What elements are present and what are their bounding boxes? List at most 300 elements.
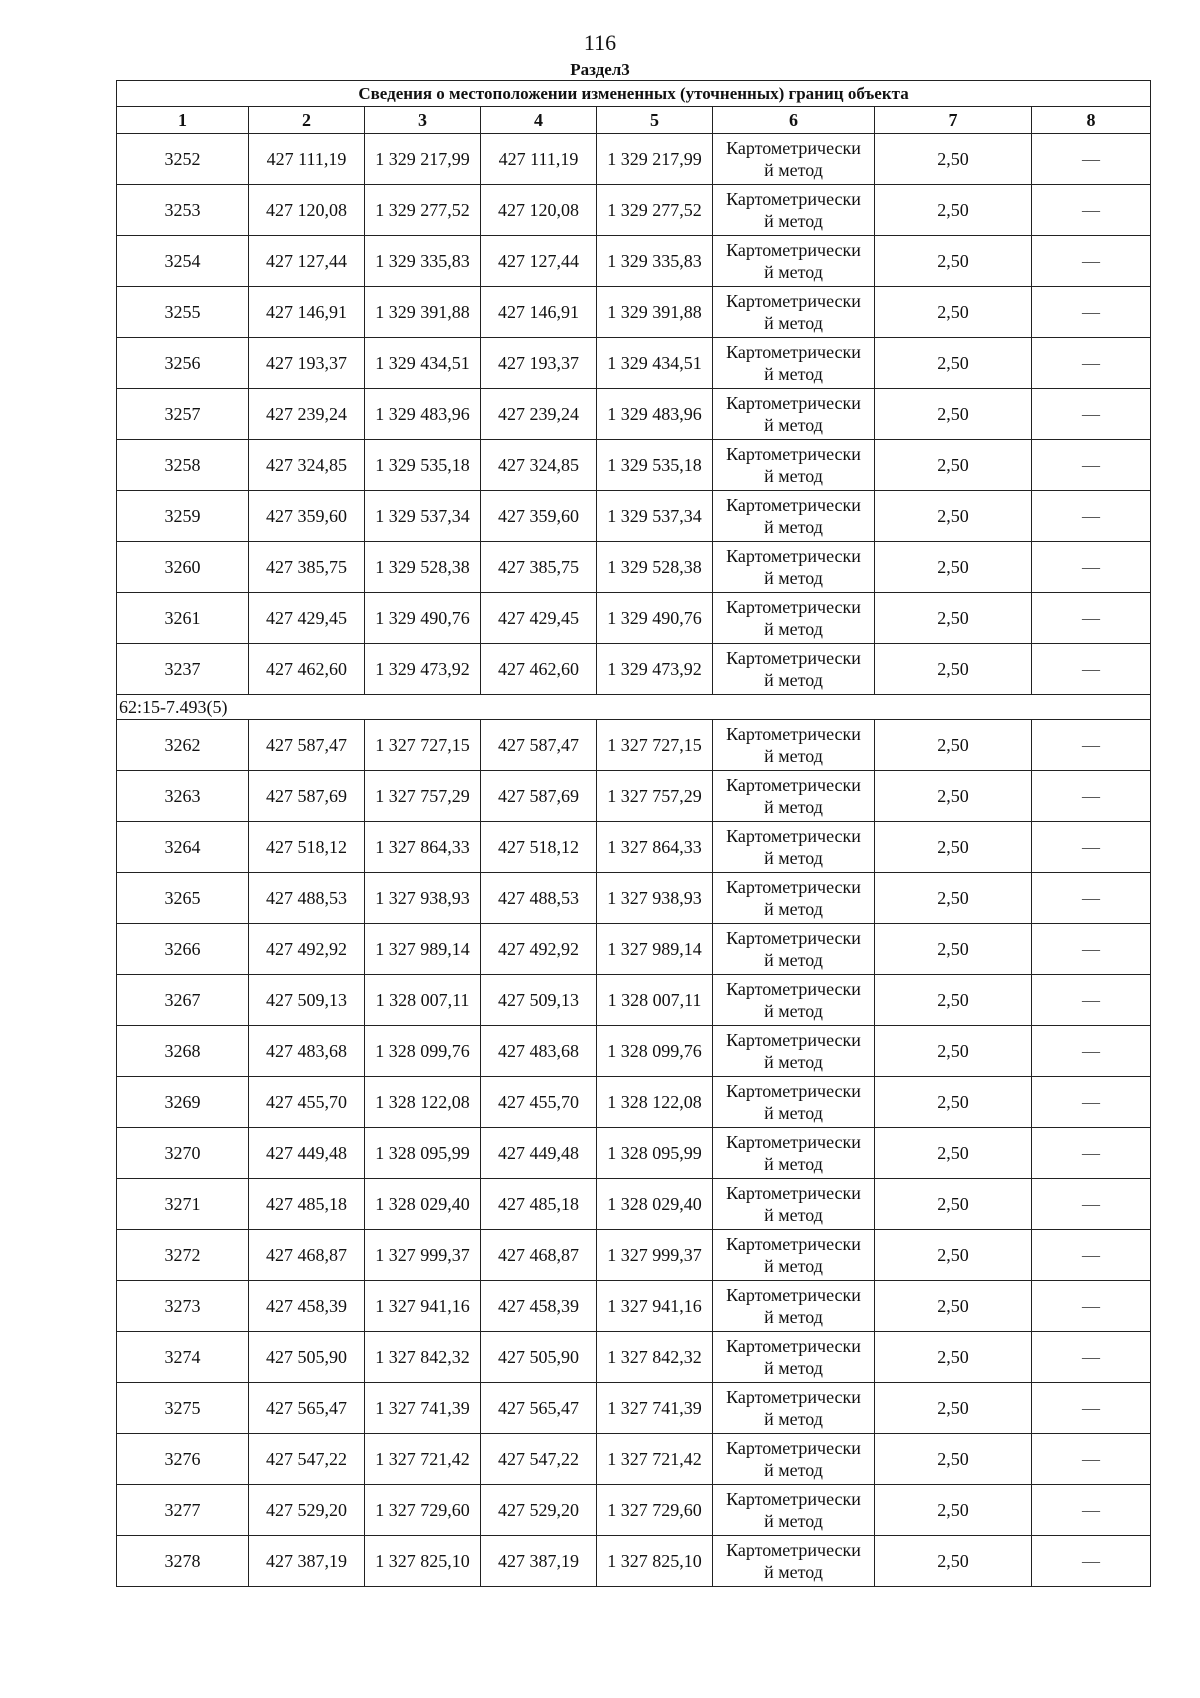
y-new-cell: 1 328 007,11	[597, 975, 713, 1026]
x-old-cell: 427 485,18	[249, 1179, 365, 1230]
description-cell: —	[1032, 644, 1151, 695]
method-cell	[713, 720, 875, 771]
x-old-cell: 427 518,12	[249, 822, 365, 873]
y-old-cell: 1 327 727,15	[365, 720, 481, 771]
column-header: 1	[117, 107, 249, 134]
description-cell: —	[1032, 1281, 1151, 1332]
x-old-cell: 427 509,13	[249, 975, 365, 1026]
method-line-1: Картометрически	[726, 1336, 861, 1356]
y-old-cell: 1 327 864,33	[365, 822, 481, 873]
method-cell	[713, 1077, 875, 1128]
x-old-cell: 427 127,44	[249, 236, 365, 287]
table-row	[117, 1026, 1151, 1077]
y-new-cell: 1 327 842,32	[597, 1332, 713, 1383]
y-new-cell: 1 327 941,16	[597, 1281, 713, 1332]
method-line-2: й метод	[764, 1205, 823, 1225]
description-cell: —	[1032, 542, 1151, 593]
section-label: Раздел3	[570, 60, 630, 79]
y-new-cell: 1 328 029,40	[597, 1179, 713, 1230]
point-number-cell: 3278	[117, 1536, 249, 1587]
description-cell: —	[1032, 287, 1151, 338]
method-cell	[713, 1026, 875, 1077]
y-old-cell: 1 328 122,08	[365, 1077, 481, 1128]
point-number-cell: 3237	[117, 644, 249, 695]
x-old-cell: 427 492,92	[249, 924, 365, 975]
y-new-cell: 1 327 741,39	[597, 1383, 713, 1434]
x-old-cell: 427 111,19	[249, 134, 365, 185]
y-new-cell: 1 327 825,10	[597, 1536, 713, 1587]
description-cell: —	[1032, 1434, 1151, 1485]
x-old-cell: 427 458,39	[249, 1281, 365, 1332]
method-cell	[713, 389, 875, 440]
table-row	[117, 1077, 1151, 1128]
method-cell	[713, 1179, 875, 1230]
y-old-cell: 1 329 535,18	[365, 440, 481, 491]
y-old-cell: 1 329 537,34	[365, 491, 481, 542]
y-new-cell: 1 327 757,29	[597, 771, 713, 822]
y-new-cell: 1 329 490,76	[597, 593, 713, 644]
x-new-cell: 427 518,12	[481, 822, 597, 873]
y-old-cell: 1 328 029,40	[365, 1179, 481, 1230]
method-line-1: Картометрически	[726, 597, 861, 617]
point-number-cell: 3253	[117, 185, 249, 236]
table-row	[117, 1332, 1151, 1383]
method-line-1: Картометрически	[726, 1540, 861, 1560]
point-number-cell: 3275	[117, 1383, 249, 1434]
x-new-cell: 427 193,37	[481, 338, 597, 389]
table-row	[117, 287, 1151, 338]
description-cell: —	[1032, 720, 1151, 771]
point-number-cell: 3256	[117, 338, 249, 389]
method-cell	[713, 287, 875, 338]
column-header: 6	[713, 107, 875, 134]
method-cell	[713, 134, 875, 185]
method-cell	[713, 593, 875, 644]
y-old-cell: 1 329 434,51	[365, 338, 481, 389]
method-cell	[713, 1281, 875, 1332]
method-line-2: й метод	[764, 950, 823, 970]
x-new-cell: 427 468,87	[481, 1230, 597, 1281]
y-new-cell: 1 329 483,96	[597, 389, 713, 440]
accuracy-cell: 2,50	[875, 1077, 1032, 1128]
table-row	[117, 1536, 1151, 1587]
table-row	[117, 873, 1151, 924]
description-cell: —	[1032, 975, 1151, 1026]
description-cell: —	[1032, 338, 1151, 389]
y-old-cell: 1 329 473,92	[365, 644, 481, 695]
method-line-2: й метод	[764, 1511, 823, 1531]
x-old-cell: 427 455,70	[249, 1077, 365, 1128]
x-old-cell: 427 547,22	[249, 1434, 365, 1485]
method-line-2: й метод	[764, 1460, 823, 1480]
x-new-cell: 427 587,69	[481, 771, 597, 822]
method-cell	[713, 491, 875, 542]
method-line-1: Картометрически	[726, 138, 861, 158]
table-row	[117, 491, 1151, 542]
column-header: 3	[365, 107, 481, 134]
x-old-cell: 427 239,24	[249, 389, 365, 440]
table-row	[117, 771, 1151, 822]
x-new-cell: 427 509,13	[481, 975, 597, 1026]
x-old-cell: 427 387,19	[249, 1536, 365, 1587]
x-new-cell: 427 239,24	[481, 389, 597, 440]
method-line-1: Картометрически	[726, 240, 861, 260]
y-new-cell: 1 328 099,76	[597, 1026, 713, 1077]
accuracy-cell: 2,50	[875, 1128, 1032, 1179]
method-line-1: Картометрически	[726, 1030, 861, 1050]
accuracy-cell: 2,50	[875, 236, 1032, 287]
method-line-1: Картометрически	[726, 1489, 861, 1509]
description-cell: —	[1032, 1230, 1151, 1281]
x-old-cell: 427 462,60	[249, 644, 365, 695]
x-old-cell: 427 468,87	[249, 1230, 365, 1281]
description-cell: —	[1032, 873, 1151, 924]
x-old-cell: 427 587,47	[249, 720, 365, 771]
group-header-row	[117, 695, 1151, 720]
description-cell: —	[1032, 771, 1151, 822]
method-line-2: й метод	[764, 517, 823, 537]
method-cell	[713, 924, 875, 975]
x-old-cell: 427 565,47	[249, 1383, 365, 1434]
y-new-cell: 1 329 391,88	[597, 287, 713, 338]
x-new-cell: 427 587,47	[481, 720, 597, 771]
description-cell: —	[1032, 236, 1151, 287]
y-new-cell: 1 329 473,92	[597, 644, 713, 695]
y-old-cell: 1 327 938,93	[365, 873, 481, 924]
table-row	[117, 1485, 1151, 1536]
point-number-cell: 3271	[117, 1179, 249, 1230]
column-header: 4	[481, 107, 597, 134]
description-cell: —	[1032, 1026, 1151, 1077]
table-row	[117, 924, 1151, 975]
method-line-1: Картометрически	[726, 877, 861, 897]
y-old-cell: 1 327 989,14	[365, 924, 481, 975]
x-old-cell: 427 359,60	[249, 491, 365, 542]
x-old-cell: 427 449,48	[249, 1128, 365, 1179]
accuracy-cell: 2,50	[875, 593, 1032, 644]
x-new-cell: 427 547,22	[481, 1434, 597, 1485]
column-number-row	[117, 107, 1151, 134]
method-line-2: й метод	[764, 1307, 823, 1327]
method-cell	[713, 338, 875, 389]
y-new-cell: 1 327 729,60	[597, 1485, 713, 1536]
method-line-2: й метод	[764, 746, 823, 766]
point-number-cell: 3260	[117, 542, 249, 593]
y-old-cell: 1 327 741,39	[365, 1383, 481, 1434]
table-row	[117, 338, 1151, 389]
method-line-1: Картометрически	[726, 775, 861, 795]
method-line-2: й метод	[764, 1409, 823, 1429]
method-line-1: Картометрически	[726, 1132, 861, 1152]
method-line-1: Картометрически	[726, 291, 861, 311]
group-label: 62:15-7.493(5)	[117, 695, 1151, 720]
method-line-1: Картометрически	[726, 1234, 861, 1254]
x-old-cell: 427 385,75	[249, 542, 365, 593]
method-line-2: й метод	[764, 797, 823, 817]
y-old-cell: 1 328 099,76	[365, 1026, 481, 1077]
method-line-2: й метод	[764, 160, 823, 180]
point-number-cell: 3277	[117, 1485, 249, 1536]
y-new-cell: 1 329 277,52	[597, 185, 713, 236]
method-line-1: Картометрически	[726, 1285, 861, 1305]
accuracy-cell: 2,50	[875, 924, 1032, 975]
method-line-2: й метод	[764, 262, 823, 282]
method-line-2: й метод	[764, 1562, 823, 1582]
table-row	[117, 720, 1151, 771]
accuracy-cell: 2,50	[875, 1281, 1032, 1332]
y-old-cell: 1 327 999,37	[365, 1230, 481, 1281]
point-number-cell: 3255	[117, 287, 249, 338]
method-cell	[713, 1332, 875, 1383]
point-number-cell: 3257	[117, 389, 249, 440]
method-line-1: Картометрически	[726, 393, 861, 413]
table-row	[117, 1281, 1151, 1332]
y-new-cell: 1 327 727,15	[597, 720, 713, 771]
accuracy-cell: 2,50	[875, 542, 1032, 593]
point-number-cell: 3276	[117, 1434, 249, 1485]
method-line-1: Картометрически	[726, 928, 861, 948]
point-number-cell: 3267	[117, 975, 249, 1026]
description-cell: —	[1032, 1128, 1151, 1179]
accuracy-cell: 2,50	[875, 822, 1032, 873]
y-old-cell: 1 329 483,96	[365, 389, 481, 440]
method-cell	[713, 1536, 875, 1587]
y-new-cell: 1 329 434,51	[597, 338, 713, 389]
x-new-cell: 427 462,60	[481, 644, 597, 695]
x-new-cell: 427 127,44	[481, 236, 597, 287]
x-old-cell: 427 324,85	[249, 440, 365, 491]
x-new-cell: 427 488,53	[481, 873, 597, 924]
table-row	[117, 185, 1151, 236]
accuracy-cell: 2,50	[875, 771, 1032, 822]
method-cell	[713, 1485, 875, 1536]
method-line-1: Картометрически	[726, 1387, 861, 1407]
method-line-1: Картометрически	[726, 189, 861, 209]
y-new-cell: 1 328 122,08	[597, 1077, 713, 1128]
x-new-cell: 427 120,08	[481, 185, 597, 236]
method-cell	[713, 236, 875, 287]
y-new-cell: 1 327 864,33	[597, 822, 713, 873]
column-header: 5	[597, 107, 713, 134]
accuracy-cell: 2,50	[875, 1536, 1032, 1587]
accuracy-cell: 2,50	[875, 185, 1032, 236]
table-row	[117, 1128, 1151, 1179]
accuracy-cell: 2,50	[875, 720, 1032, 771]
table-row	[117, 975, 1151, 1026]
x-new-cell: 427 485,18	[481, 1179, 597, 1230]
method-line-2: й метод	[764, 313, 823, 333]
method-line-2: й метод	[764, 568, 823, 588]
y-old-cell: 1 329 528,38	[365, 542, 481, 593]
y-new-cell: 1 328 095,99	[597, 1128, 713, 1179]
description-cell: —	[1032, 1383, 1151, 1434]
column-header: 2	[249, 107, 365, 134]
y-old-cell: 1 329 277,52	[365, 185, 481, 236]
method-cell	[713, 822, 875, 873]
method-line-1: Картометрически	[726, 1081, 861, 1101]
y-old-cell: 1 329 490,76	[365, 593, 481, 644]
description-cell: —	[1032, 134, 1151, 185]
point-number-cell: 3272	[117, 1230, 249, 1281]
x-new-cell: 427 565,47	[481, 1383, 597, 1434]
y-old-cell: 1 327 721,42	[365, 1434, 481, 1485]
method-line-2: й метод	[764, 848, 823, 868]
point-number-cell: 3252	[117, 134, 249, 185]
y-new-cell: 1 329 535,18	[597, 440, 713, 491]
method-line-2: й метод	[764, 466, 823, 486]
accuracy-cell: 2,50	[875, 134, 1032, 185]
y-old-cell: 1 327 842,32	[365, 1332, 481, 1383]
accuracy-cell: 2,50	[875, 1179, 1032, 1230]
table-row	[117, 1434, 1151, 1485]
x-new-cell: 427 111,19	[481, 134, 597, 185]
x-new-cell: 427 324,85	[481, 440, 597, 491]
method-line-2: й метод	[764, 670, 823, 690]
table-row	[117, 1179, 1151, 1230]
point-number-cell: 3269	[117, 1077, 249, 1128]
x-new-cell: 427 483,68	[481, 1026, 597, 1077]
accuracy-cell: 2,50	[875, 1332, 1032, 1383]
method-cell	[713, 542, 875, 593]
accuracy-cell: 2,50	[875, 1026, 1032, 1077]
method-line-2: й метод	[764, 1103, 823, 1123]
method-line-2: й метод	[764, 1256, 823, 1276]
accuracy-cell: 2,50	[875, 389, 1032, 440]
description-cell: —	[1032, 1332, 1151, 1383]
method-line-2: й метод	[764, 415, 823, 435]
x-new-cell: 427 458,39	[481, 1281, 597, 1332]
table-row	[117, 644, 1151, 695]
table-caption: Сведения о местоположении измененных (уточненных) границ объекта	[117, 81, 1151, 107]
description-cell: —	[1032, 1536, 1151, 1587]
page-number: 116	[583, 30, 617, 55]
x-new-cell: 427 529,20	[481, 1485, 597, 1536]
point-number-cell: 3263	[117, 771, 249, 822]
y-new-cell: 1 327 721,42	[597, 1434, 713, 1485]
description-cell: —	[1032, 593, 1151, 644]
accuracy-cell: 2,50	[875, 1485, 1032, 1536]
y-old-cell: 1 328 095,99	[365, 1128, 481, 1179]
y-new-cell: 1 329 528,38	[597, 542, 713, 593]
column-header: 8	[1032, 107, 1151, 134]
table-row	[117, 440, 1151, 491]
y-new-cell: 1 327 938,93	[597, 873, 713, 924]
accuracy-cell: 2,50	[875, 287, 1032, 338]
table-row	[117, 542, 1151, 593]
method-cell	[713, 440, 875, 491]
accuracy-cell: 2,50	[875, 644, 1032, 695]
method-line-2: й метод	[764, 211, 823, 231]
description-cell: —	[1032, 389, 1151, 440]
y-new-cell: 1 327 999,37	[597, 1230, 713, 1281]
table-row	[117, 822, 1151, 873]
method-cell	[713, 1230, 875, 1281]
method-cell	[713, 1128, 875, 1179]
x-old-cell: 427 587,69	[249, 771, 365, 822]
method-line-2: й метод	[764, 899, 823, 919]
column-header: 7	[875, 107, 1032, 134]
x-old-cell: 427 488,53	[249, 873, 365, 924]
method-line-2: й метод	[764, 1001, 823, 1021]
method-cell	[713, 1383, 875, 1434]
y-new-cell: 1 327 989,14	[597, 924, 713, 975]
x-old-cell: 427 505,90	[249, 1332, 365, 1383]
description-cell: —	[1032, 491, 1151, 542]
table-row	[117, 389, 1151, 440]
accuracy-cell: 2,50	[875, 338, 1032, 389]
table-row	[117, 1383, 1151, 1434]
method-line-1: Картометрически	[726, 546, 861, 566]
method-line-1: Картометрически	[726, 342, 861, 362]
point-number-cell: 3273	[117, 1281, 249, 1332]
x-new-cell: 427 449,48	[481, 1128, 597, 1179]
method-line-1: Картометрически	[726, 1438, 861, 1458]
x-old-cell: 427 120,08	[249, 185, 365, 236]
method-line-1: Картометрически	[726, 826, 861, 846]
x-new-cell: 427 359,60	[481, 491, 597, 542]
x-old-cell: 427 146,91	[249, 287, 365, 338]
method-line-1: Картометрически	[726, 495, 861, 515]
method-cell	[713, 873, 875, 924]
accuracy-cell: 2,50	[875, 873, 1032, 924]
point-number-cell: 3266	[117, 924, 249, 975]
accuracy-cell: 2,50	[875, 491, 1032, 542]
description-cell: —	[1032, 924, 1151, 975]
table-row	[117, 1230, 1151, 1281]
point-number-cell: 3258	[117, 440, 249, 491]
y-new-cell: 1 329 217,99	[597, 134, 713, 185]
x-new-cell: 427 146,91	[481, 287, 597, 338]
x-new-cell: 427 492,92	[481, 924, 597, 975]
method-line-1: Картометрически	[726, 1183, 861, 1203]
method-cell	[713, 185, 875, 236]
point-number-cell: 3270	[117, 1128, 249, 1179]
accuracy-cell: 2,50	[875, 1434, 1032, 1485]
x-new-cell: 427 455,70	[481, 1077, 597, 1128]
description-cell: —	[1032, 1077, 1151, 1128]
table-row	[117, 134, 1151, 185]
method-line-1: Картометрически	[726, 724, 861, 744]
method-line-1: Картометрически	[726, 648, 861, 668]
method-cell	[713, 644, 875, 695]
x-old-cell: 427 429,45	[249, 593, 365, 644]
x-old-cell: 427 529,20	[249, 1485, 365, 1536]
x-old-cell: 427 193,37	[249, 338, 365, 389]
table-row	[117, 593, 1151, 644]
accuracy-cell: 2,50	[875, 1383, 1032, 1434]
boundary-coordinates-table	[116, 80, 1151, 1587]
table-row	[117, 236, 1151, 287]
y-old-cell: 1 327 729,60	[365, 1485, 481, 1536]
point-number-cell: 3254	[117, 236, 249, 287]
point-number-cell: 3264	[117, 822, 249, 873]
method-line-2: й метод	[764, 619, 823, 639]
y-new-cell: 1 329 537,34	[597, 491, 713, 542]
point-number-cell: 3261	[117, 593, 249, 644]
accuracy-cell: 2,50	[875, 975, 1032, 1026]
x-new-cell: 427 429,45	[481, 593, 597, 644]
method-line-2: й метод	[764, 364, 823, 384]
method-cell	[713, 771, 875, 822]
x-new-cell: 427 385,75	[481, 542, 597, 593]
y-old-cell: 1 329 391,88	[365, 287, 481, 338]
description-cell: —	[1032, 1485, 1151, 1536]
x-new-cell: 427 505,90	[481, 1332, 597, 1383]
y-old-cell: 1 329 217,99	[365, 134, 481, 185]
description-cell: —	[1032, 822, 1151, 873]
y-new-cell: 1 329 335,83	[597, 236, 713, 287]
x-new-cell: 427 387,19	[481, 1536, 597, 1587]
